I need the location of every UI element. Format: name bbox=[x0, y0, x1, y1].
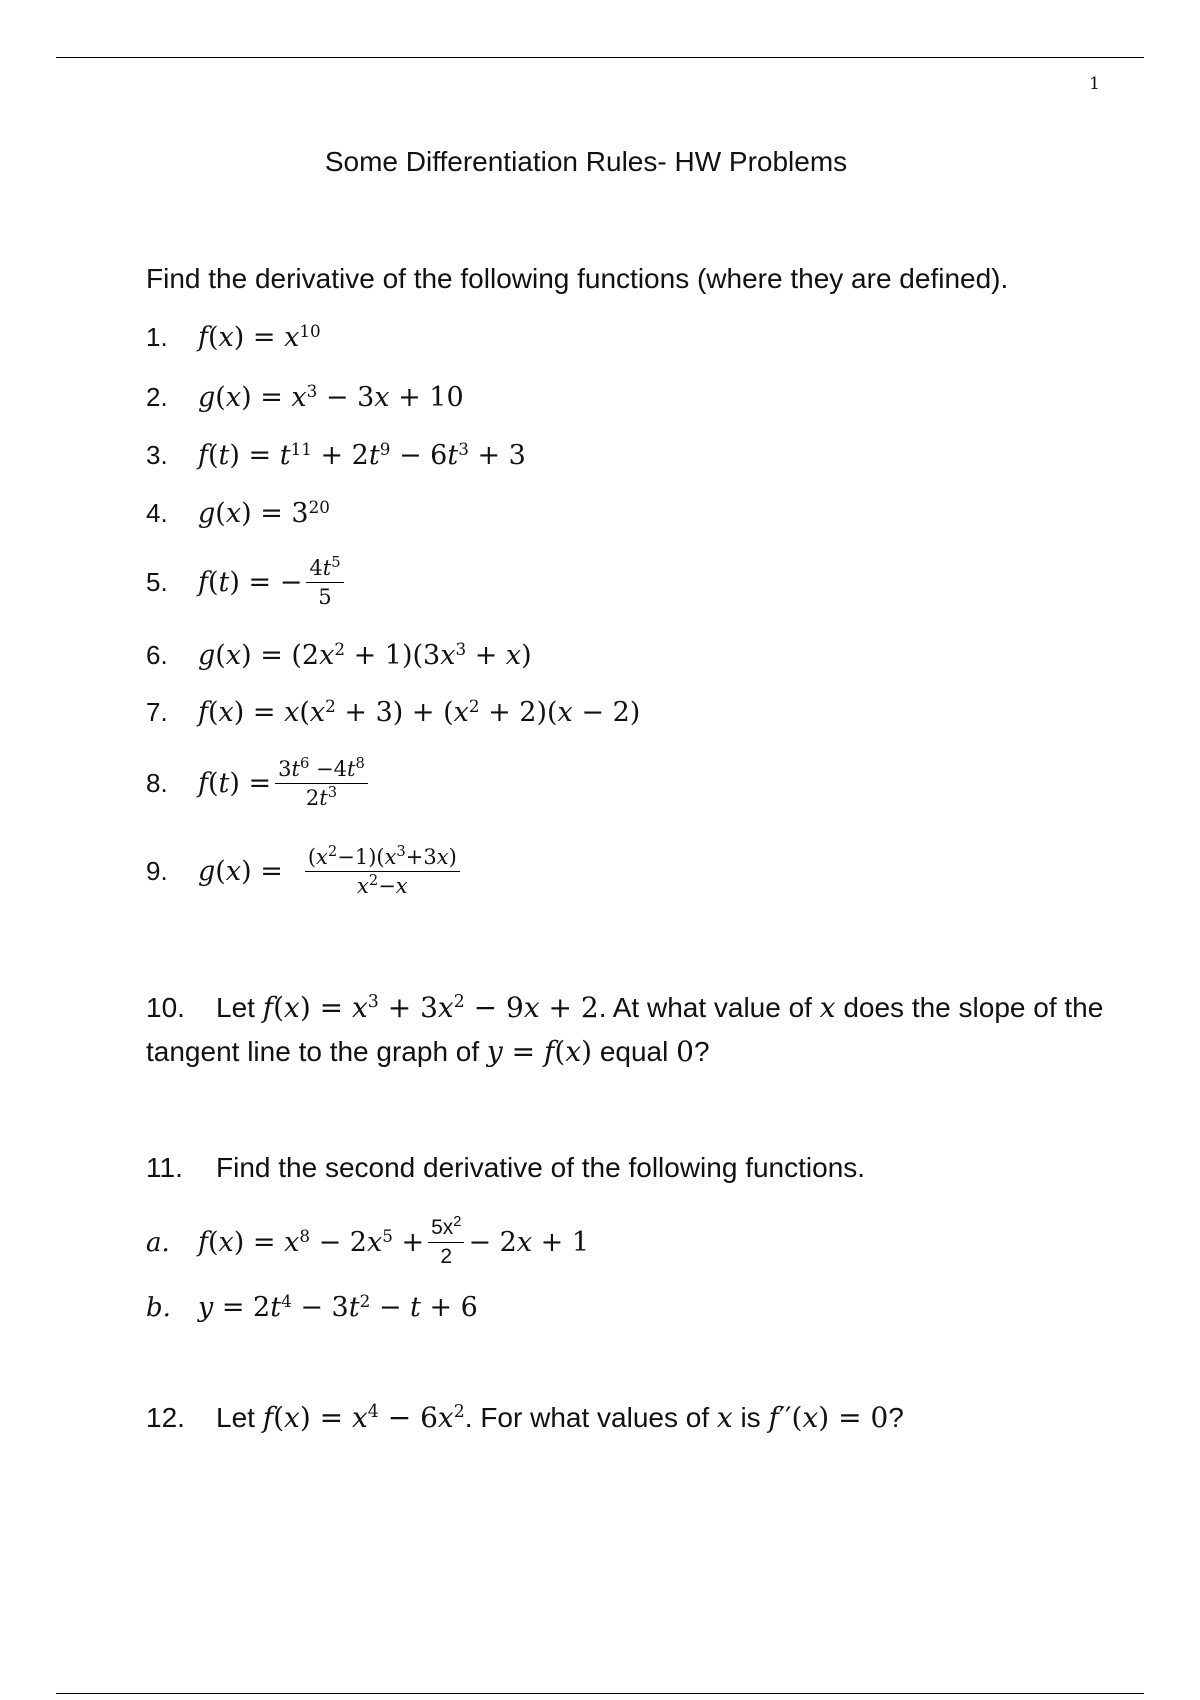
problem-text: ? bbox=[888, 1402, 904, 1433]
problem-11b bbox=[146, 1292, 478, 1323]
fraction: $\frac{4t^5}{5}$ bbox=[306, 556, 343, 609]
problem-number: 10. bbox=[146, 992, 185, 1023]
problem-7 bbox=[146, 697, 640, 728]
problem-number: 3. bbox=[146, 440, 168, 470]
problem-expression: $f(x) = x^3 + 3x^2 - 9x + 2$ bbox=[262, 991, 599, 1024]
problem-10: 10. Let $f(x) = x^3 + 3x^2 - 9x + 2$. At what value of x does the slope of the tangent line to the graph of y = f(x) equal 0? bbox=[146, 986, 1106, 1074]
problem-text: is bbox=[732, 1402, 769, 1433]
problem-4 bbox=[146, 498, 330, 529]
problem-expression: $f(x) = x(x^2 + 3) + (x^2 + 2)(x - 2)$ bbox=[198, 695, 641, 728]
problem-text: does the slope of the tangent line to the graph of bbox=[146, 992, 1104, 1067]
instructions: Find the derivative of the following functions (where they are defined). bbox=[146, 263, 1009, 294]
problem-text: equal bbox=[592, 1036, 677, 1067]
problem-8 bbox=[146, 754, 372, 811]
problem-number: 6. bbox=[146, 640, 168, 670]
problem-number: 12. bbox=[146, 1402, 185, 1433]
problem-number: 4. bbox=[146, 498, 168, 528]
problem-number: 2. bbox=[146, 382, 168, 412]
problem-6 bbox=[146, 640, 532, 671]
problem-text: Find the second derivative of the following functions. bbox=[216, 1152, 866, 1183]
problem-expression: $f(x) = x^4 - 6x^2$ bbox=[262, 1401, 465, 1434]
problem-number: 5. bbox=[146, 567, 168, 598]
problem-5 bbox=[146, 553, 348, 610]
problem-expression: $g(x) = x^3 - 3x + 10$ bbox=[198, 380, 464, 413]
problem-11a bbox=[146, 1213, 590, 1269]
problem-number: 1. bbox=[146, 322, 168, 352]
problem-expression: $f(t) = t^{11} + 2t^9 - 6t^3 + 3$ bbox=[198, 438, 526, 471]
problem-expression: $g(x) = 3^{20}$ bbox=[198, 496, 330, 529]
fraction: $\frac{(x^2-1)(x^3+3x)}{x^2-x}$ bbox=[305, 845, 460, 898]
problem-2 bbox=[146, 382, 464, 413]
problem-1 bbox=[146, 322, 321, 353]
problem-expression: $f(x) = x^{10}$ bbox=[198, 320, 321, 353]
problem-expression: $y = 2t^4 - 3t^2 - t + 6$ bbox=[198, 1290, 478, 1323]
bottom-rule bbox=[56, 1693, 1144, 1694]
problem-11 bbox=[146, 1146, 1106, 1190]
part-label: a. bbox=[146, 1227, 170, 1258]
problem-expression: $g(x) = (2x^2 + 1)(3x^3 + x)$ bbox=[198, 638, 532, 671]
problem-text: Let bbox=[216, 992, 263, 1023]
problem-number: 11. bbox=[146, 1152, 183, 1183]
problem-expression: $f(x) = x^8 - 2x^5$ + $\frac{5x^2}{2}$ − 2x + 1 bbox=[198, 1213, 590, 1269]
part-label: b. bbox=[146, 1292, 171, 1323]
page-title: Some Differentiation Rules- HW Problems bbox=[324, 146, 848, 177]
top-rule bbox=[56, 57, 1144, 58]
problem-text: . For what values of bbox=[464, 1402, 717, 1433]
problem-text: ? bbox=[693, 1036, 710, 1067]
problem-12: 12. Let $f(x) = x^4 - 6x^2$. For what values of x is f′′(x) = 0? bbox=[146, 1396, 1106, 1440]
problem-expression: f(t) = − $\frac{4t^5}{5}$ bbox=[198, 556, 348, 609]
fraction: $\frac{3t^6 -4t^8}{2t^3}$ bbox=[275, 757, 368, 810]
problem-3 bbox=[146, 440, 526, 471]
problem-expression: g(x) = $\frac{(x^2-1)(x^3+3x)}{x^2-x}$ bbox=[198, 845, 464, 898]
problem-number: 7. bbox=[146, 697, 168, 727]
problem-text: . At what value of bbox=[598, 992, 820, 1023]
problem-expression: f(t) = $\frac{3t^6 -4t^8}{2t^3}$ bbox=[198, 757, 372, 810]
page-number: 1 bbox=[1089, 74, 1100, 94]
problem-number: 8. bbox=[146, 768, 168, 799]
problem-9 bbox=[146, 842, 464, 899]
problem-text: Let bbox=[216, 1402, 263, 1433]
problem-number: 9. bbox=[146, 856, 168, 887]
fraction: $\frac{5x^2}{2}$ bbox=[428, 1216, 464, 1269]
